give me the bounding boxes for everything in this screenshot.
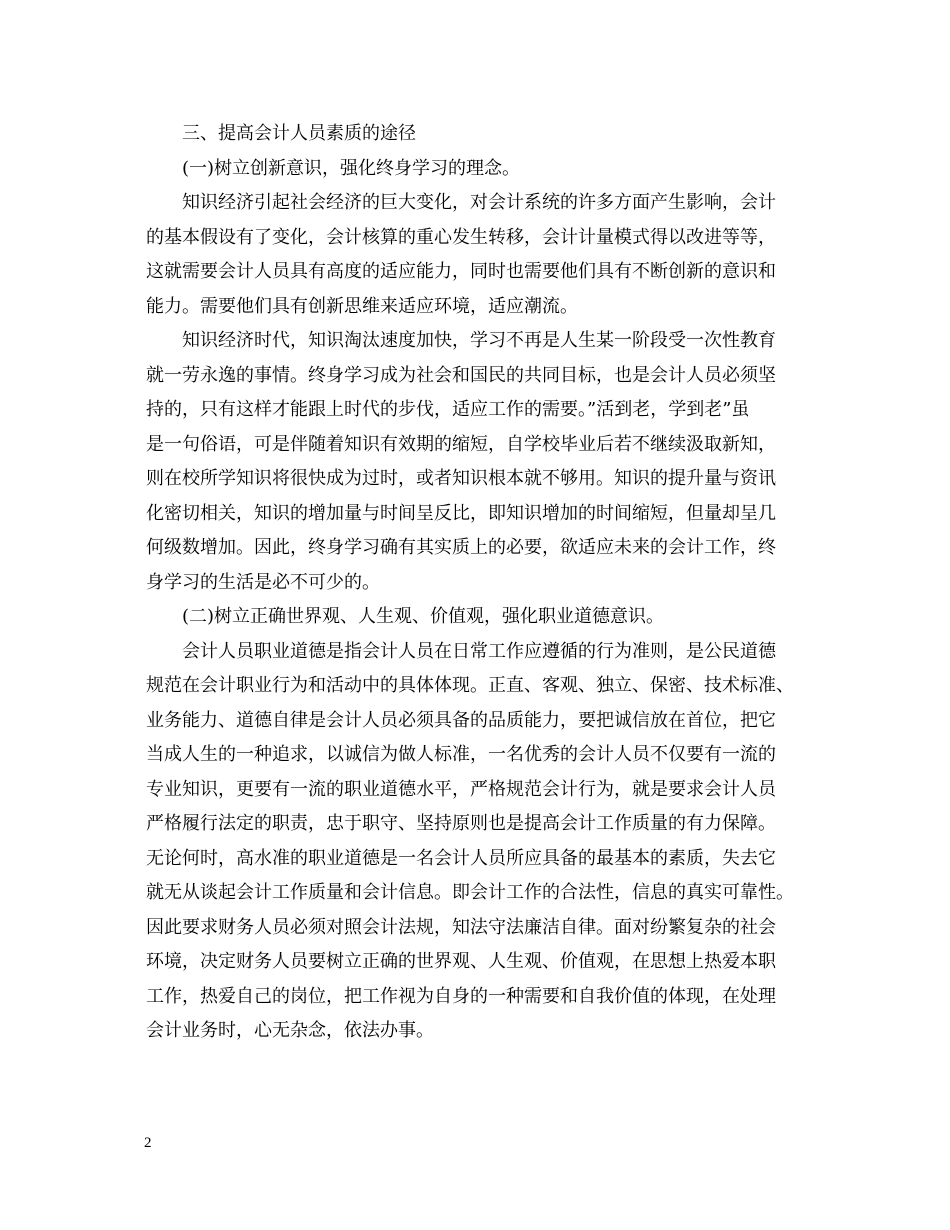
- text-line: 是一句俗语，可是伴随着知识有效期的缩短，自学校毕业后若不继续汲取新知，: [146, 433, 776, 455]
- text-line: 因此要求财务人员必须对照会计法规，知法守法廉洁自律。面对纷繁复杂的社会: [146, 916, 776, 938]
- text-line: 知识经济时代，知识淘汰速度加快，学习不再是人生某一阶段受一次性教育: [182, 330, 776, 351]
- text-line: 的基本假设有了变化，会计核算的重心发生转移，会计计量模式得以改进等等，: [146, 226, 776, 248]
- text-line: 化密切相关，知识的增加量与时间呈反比，即知识增加的时间缩短，但量却呈几: [146, 502, 776, 524]
- text-line: 三、提高会计人员素质的途径: [182, 123, 416, 144]
- text-line: 就一劳永逸的事情。终身学习成为社会和国民的共同目标，也是会计人员必须坚: [146, 364, 776, 386]
- text-line: 会计人员职业道德是指会计人员在日常工作应遵循的行为准则，是公民道德: [182, 640, 776, 662]
- text-line: 环境，决定财务人员要树立正确的世界观、人生观、价值观，在思想上热爱本职: [146, 951, 776, 972]
- text-line: 无论何时，高水准的职业道德是一名会计人员所应具备的最基本的素质，失去它: [146, 847, 776, 869]
- page-number: 2: [144, 1135, 152, 1151]
- text-line: 则在校所学知识将很快成为过时，或者知识根本就不够用。知识的提升量与资讯: [146, 468, 776, 489]
- text-line: 当成人生的一种追求，以诚信为做人标准，一名优秀的会计人员不仅要有一流的: [146, 744, 776, 765]
- text-line: 业务能力、道德自律是会计人员必须具备的品质能力，要把诚信放在首位，把它: [146, 709, 776, 731]
- text-line: 身学习的生活是必不可少的。: [146, 571, 380, 593]
- text-line: 这就需要会计人员具有高度的适应能力，同时也需要他们具有不断创新的意识和: [146, 261, 776, 282]
- text-line: 能力。需要他们具有创新思维来适应环境，适应潮流。: [146, 295, 578, 317]
- text-line: 就无从谈起会计工作质量和会计信息。即会计工作的合法性，信息的真实可靠性。: [146, 882, 794, 903]
- text-line: 持的，只有这样才能跟上时代的步伐，适应工作的需要。”活到老，学到老”虽: [146, 399, 750, 420]
- text-line: (二)树立正确世界观、人生观、价值观，强化职业道德意识。: [182, 606, 665, 627]
- text-line: (一)树立创新意识，强化终身学习的理念。: [182, 157, 521, 179]
- text-line: 何级数增加。因此，终身学习确有其实质上的必要，欲适应未来的会计工作，终: [146, 537, 776, 558]
- text-line: 严格履行法定的职责，忠于职守、坚持原则也是提高会计工作质量的有力保障。: [146, 813, 776, 834]
- text-line: 规范在会计职业行为和活动中的具体体现。正直、客观、独立、保密、技术标准、: [146, 675, 794, 696]
- text-line: 会计业务时，心无杂念，依法办事。: [146, 1020, 434, 1041]
- text-line: 知识经济引起社会经济的巨大变化，对会计系统的许多方面产生影响，会计: [182, 192, 776, 213]
- text-line: 工作，热爱自己的岗位，把工作视为自身的一种需要和自我价值的体现，在处理: [146, 985, 776, 1007]
- text-line: 专业知识，更要有一流的职业道德水平，严格规范会计行为，就是要求会计人员: [146, 778, 776, 800]
- document-body: [146, 117, 806, 1049]
